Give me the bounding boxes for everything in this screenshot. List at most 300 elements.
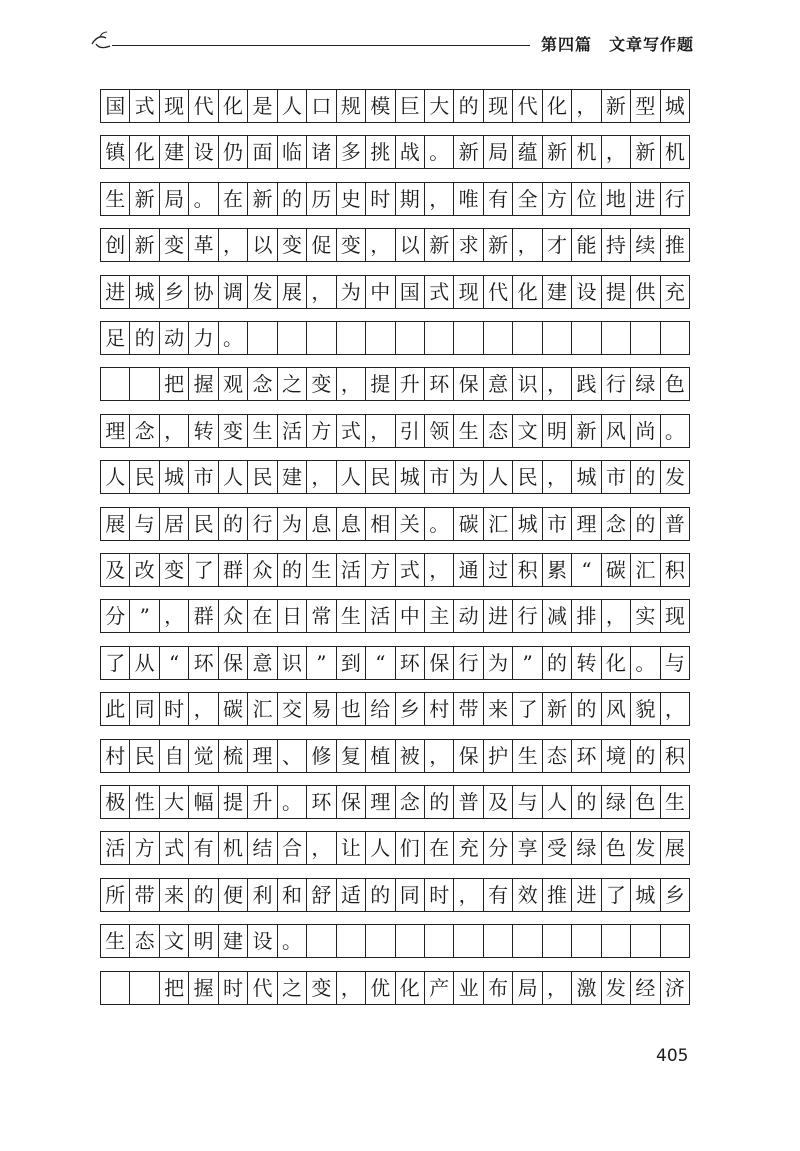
- grid-cell: 变: [160, 554, 189, 586]
- grid-cell: 型: [631, 90, 660, 122]
- grid-cell: 汇: [631, 554, 660, 586]
- grid-cell: ，: [543, 461, 572, 493]
- grid-cell: 汇: [484, 508, 513, 540]
- grid-cell: 持: [602, 229, 631, 261]
- grid-cell: 。: [219, 322, 248, 354]
- leaf-ornament-icon: [88, 28, 116, 56]
- grid-cell: 活: [101, 832, 130, 864]
- grid-cell: 才: [543, 229, 572, 261]
- grid-cell: 的: [543, 647, 572, 679]
- grid-cell: 人: [337, 461, 366, 493]
- grid-cell: 新: [631, 136, 660, 168]
- grid-cell: 挑: [366, 136, 395, 168]
- grid-cell: [366, 925, 395, 957]
- grid-cell: [307, 322, 336, 354]
- grid-cell: 了: [189, 554, 218, 586]
- essay-row: [100, 971, 690, 1005]
- grid-cell: 从: [130, 647, 159, 679]
- grid-cell: 群: [189, 600, 218, 632]
- grid-cell: 城: [631, 879, 660, 911]
- grid-cell: [572, 925, 601, 957]
- essay-row: [100, 599, 690, 633]
- grid-cell: 现: [160, 90, 189, 122]
- grid-cell: 城: [572, 461, 601, 493]
- grid-cell: 排: [572, 600, 601, 632]
- grid-cell: ，: [307, 832, 336, 864]
- grid-cell: 是: [248, 90, 277, 122]
- grid-cell: 民: [189, 508, 218, 540]
- grid-cell: 引: [396, 415, 425, 447]
- grid-cell: 人: [366, 832, 395, 864]
- grid-cell: 民: [366, 461, 395, 493]
- grid-cell: 在: [425, 832, 454, 864]
- grid-cell: 让: [337, 832, 366, 864]
- grid-cell: 护: [484, 740, 513, 772]
- grid-cell: [130, 972, 159, 1004]
- grid-cell: [337, 925, 366, 957]
- grid-cell: 期: [396, 183, 425, 215]
- grid-cell: 性: [130, 786, 159, 818]
- grid-cell: 有: [484, 879, 513, 911]
- grid-cell: 以: [396, 229, 425, 261]
- grid-cell: ，: [160, 600, 189, 632]
- grid-cell: 人: [101, 461, 130, 493]
- grid-cell: 利: [248, 879, 277, 911]
- grid-cell: 极: [101, 786, 130, 818]
- grid-cell: 的: [278, 183, 307, 215]
- grid-cell: 大: [425, 90, 454, 122]
- grid-cell: 行: [661, 183, 690, 215]
- grid-cell: 观: [219, 368, 248, 400]
- grid-cell: 合: [278, 832, 307, 864]
- grid-cell: 也: [337, 693, 366, 725]
- grid-cell: 受: [543, 832, 572, 864]
- grid-cell: 把: [160, 972, 189, 1004]
- grid-cell: “: [366, 647, 395, 679]
- grid-cell: 碳: [219, 693, 248, 725]
- grid-cell: 积: [661, 740, 690, 772]
- grid-cell: 现: [484, 90, 513, 122]
- essay-row: [100, 182, 690, 216]
- grid-cell: 文: [160, 925, 189, 957]
- grid-cell: 的: [631, 508, 660, 540]
- grid-cell: 新: [130, 183, 159, 215]
- grid-cell: 口: [307, 90, 336, 122]
- grid-cell: 保: [425, 647, 454, 679]
- grid-cell: ，: [602, 136, 631, 168]
- grid-cell: 变: [307, 368, 336, 400]
- grid-cell: [278, 322, 307, 354]
- grid-cell: 的: [572, 693, 601, 725]
- grid-cell: 设: [189, 136, 218, 168]
- essay-row: [100, 414, 690, 448]
- grid-cell: 环: [396, 647, 425, 679]
- grid-cell: 生: [248, 415, 277, 447]
- grid-cell: 仍: [219, 136, 248, 168]
- grid-cell: 握: [189, 972, 218, 1004]
- grid-cell: 推: [543, 879, 572, 911]
- grid-cell: 式: [130, 90, 159, 122]
- grid-cell: 革: [189, 229, 218, 261]
- grid-cell: 及: [101, 554, 130, 586]
- grid-cell: 式: [396, 554, 425, 586]
- grid-cell: 觉: [189, 740, 218, 772]
- grid-cell: 、: [278, 740, 307, 772]
- grid-cell: 人: [484, 461, 513, 493]
- grid-cell: 的: [189, 879, 218, 911]
- grid-cell: 机: [572, 136, 601, 168]
- essay-grid: [100, 89, 690, 1017]
- grid-cell: 方: [543, 183, 572, 215]
- grid-cell: 提: [366, 368, 395, 400]
- grid-cell: 新: [543, 693, 572, 725]
- grid-cell: 的: [278, 554, 307, 586]
- grid-cell: 城: [130, 276, 159, 308]
- grid-cell: [543, 925, 572, 957]
- grid-cell: 绿: [572, 832, 601, 864]
- grid-cell: 幅: [189, 786, 218, 818]
- grid-cell: 变: [160, 229, 189, 261]
- grid-cell: 方: [130, 832, 159, 864]
- grid-cell: 为: [454, 461, 483, 493]
- grid-cell: 与: [661, 647, 690, 679]
- grid-cell: 保: [219, 647, 248, 679]
- grid-cell: ，: [219, 229, 248, 261]
- grid-cell: 在: [248, 600, 277, 632]
- grid-cell: 相: [366, 508, 395, 540]
- grid-cell: ，: [513, 229, 542, 261]
- grid-cell: 通: [454, 554, 483, 586]
- grid-cell: 。: [425, 508, 454, 540]
- grid-cell: [513, 322, 542, 354]
- grid-cell: 活: [366, 600, 395, 632]
- grid-cell: 局: [160, 183, 189, 215]
- grid-cell: 转: [572, 647, 601, 679]
- grid-cell: 生: [101, 183, 130, 215]
- grid-cell: 代: [484, 276, 513, 308]
- grid-cell: 在: [219, 183, 248, 215]
- grid-cell: 乡: [160, 276, 189, 308]
- grid-cell: 念: [602, 508, 631, 540]
- grid-cell: 之: [278, 368, 307, 400]
- grid-cell: 转: [189, 415, 218, 447]
- grid-cell: 到: [337, 647, 366, 679]
- grid-cell: 市: [602, 461, 631, 493]
- grid-cell: 念: [248, 368, 277, 400]
- essay-row: [100, 228, 690, 262]
- grid-cell: 面: [248, 136, 277, 168]
- essay-row: [100, 831, 690, 865]
- grid-cell: 动: [160, 322, 189, 354]
- grid-cell: 力: [189, 322, 218, 354]
- grid-cell: 人: [219, 461, 248, 493]
- grid-cell: 为: [484, 647, 513, 679]
- grid-cell: 的: [454, 90, 483, 122]
- grid-cell: 展: [101, 508, 130, 540]
- grid-cell: 的: [366, 879, 395, 911]
- grid-cell: 理: [101, 415, 130, 447]
- grid-cell: ，: [425, 183, 454, 215]
- grid-cell: 色: [661, 368, 690, 400]
- grid-cell: 时: [425, 879, 454, 911]
- grid-cell: 供: [631, 276, 660, 308]
- grid-cell: 积: [661, 554, 690, 586]
- grid-cell: 。: [278, 786, 307, 818]
- grid-cell: 代: [248, 972, 277, 1004]
- grid-cell: 生: [337, 600, 366, 632]
- grid-cell: 地: [602, 183, 631, 215]
- grid-cell: 识: [278, 647, 307, 679]
- grid-cell: 进: [572, 879, 601, 911]
- grid-cell: 唯: [454, 183, 483, 215]
- grid-cell: 效: [513, 879, 542, 911]
- grid-cell: 关: [396, 508, 425, 540]
- grid-cell: 与: [130, 508, 159, 540]
- grid-cell: 境: [602, 740, 631, 772]
- grid-cell: 。: [631, 647, 660, 679]
- grid-cell: 息: [337, 508, 366, 540]
- grid-cell: 变: [278, 229, 307, 261]
- grid-cell: 时: [160, 693, 189, 725]
- grid-cell: 貌: [631, 693, 660, 725]
- grid-cell: 的: [219, 508, 248, 540]
- grid-cell: 设: [248, 925, 277, 957]
- grid-cell: [454, 925, 483, 957]
- grid-cell: 发: [661, 461, 690, 493]
- grid-cell: 与: [513, 786, 542, 818]
- grid-cell: 巨: [396, 90, 425, 122]
- grid-cell: ，: [543, 368, 572, 400]
- grid-cell: 碳: [454, 508, 483, 540]
- grid-cell: 大: [160, 786, 189, 818]
- essay-row: [100, 692, 690, 726]
- grid-cell: 进: [631, 183, 660, 215]
- grid-cell: 。: [278, 925, 307, 957]
- grid-cell: 式: [425, 276, 454, 308]
- essay-row: [100, 89, 690, 123]
- grid-cell: 式: [337, 415, 366, 447]
- grid-cell: 机: [661, 136, 690, 168]
- grid-cell: 模: [366, 90, 395, 122]
- grid-cell: 态: [543, 740, 572, 772]
- grid-cell: 充: [454, 832, 483, 864]
- grid-cell: 理: [572, 508, 601, 540]
- grid-cell: 位: [572, 183, 601, 215]
- grid-cell: 新: [248, 183, 277, 215]
- grid-cell: 积: [513, 554, 542, 586]
- grid-cell: [101, 972, 130, 1004]
- grid-cell: 代: [513, 90, 542, 122]
- grid-cell: 方: [366, 554, 395, 586]
- grid-cell: ，: [572, 90, 601, 122]
- grid-cell: 调: [219, 276, 248, 308]
- grid-cell: 同: [130, 693, 159, 725]
- grid-cell: 国: [396, 276, 425, 308]
- grid-cell: 能: [572, 229, 601, 261]
- grid-cell: 分: [101, 600, 130, 632]
- grid-cell: 易: [307, 693, 336, 725]
- grid-cell: 的: [130, 322, 159, 354]
- grid-cell: 环: [425, 368, 454, 400]
- grid-cell: 践: [572, 368, 601, 400]
- grid-cell: 此: [101, 693, 130, 725]
- grid-cell: 活: [337, 554, 366, 586]
- grid-cell: 念: [130, 415, 159, 447]
- grid-cell: 方: [307, 415, 336, 447]
- grid-cell: 发: [631, 832, 660, 864]
- grid-cell: 新: [425, 229, 454, 261]
- essay-row: [100, 367, 690, 401]
- grid-cell: 现: [454, 276, 483, 308]
- grid-cell: 诸: [307, 136, 336, 168]
- grid-cell: [396, 925, 425, 957]
- grid-cell: 来: [484, 693, 513, 725]
- essay-row: [100, 321, 690, 355]
- grid-cell: 人: [543, 786, 572, 818]
- grid-cell: 。: [661, 415, 690, 447]
- grid-cell: 新: [572, 415, 601, 447]
- grid-cell: [366, 322, 395, 354]
- grid-cell: 普: [454, 786, 483, 818]
- grid-cell: 风: [602, 415, 631, 447]
- grid-cell: 全: [513, 183, 542, 215]
- grid-cell: 有: [189, 832, 218, 864]
- grid-cell: 色: [631, 786, 660, 818]
- grid-cell: 布: [484, 972, 513, 1004]
- header-rule: [112, 45, 530, 46]
- grid-cell: [543, 322, 572, 354]
- grid-cell: 协: [189, 276, 218, 308]
- grid-cell: ，: [602, 600, 631, 632]
- grid-cell: 国: [101, 90, 130, 122]
- grid-cell: 普: [661, 508, 690, 540]
- grid-cell: 群: [219, 554, 248, 586]
- grid-cell: 分: [484, 832, 513, 864]
- grid-cell: 常: [307, 600, 336, 632]
- grid-cell: [631, 925, 660, 957]
- grid-cell: 梳: [219, 740, 248, 772]
- grid-cell: ，: [366, 415, 395, 447]
- grid-cell: 时: [366, 183, 395, 215]
- grid-cell: 文: [513, 415, 542, 447]
- grid-cell: 现: [661, 600, 690, 632]
- grid-cell: 人: [278, 90, 307, 122]
- grid-cell: 握: [189, 368, 218, 400]
- grid-cell: 适: [337, 879, 366, 911]
- grid-cell: 民: [248, 461, 277, 493]
- grid-cell: [661, 322, 690, 354]
- grid-cell: 规: [337, 90, 366, 122]
- grid-cell: 为: [337, 276, 366, 308]
- grid-cell: ，: [543, 972, 572, 1004]
- grid-cell: 为: [278, 508, 307, 540]
- grid-cell: 被: [396, 740, 425, 772]
- grid-cell: 市: [189, 461, 218, 493]
- grid-cell: 的: [425, 786, 454, 818]
- grid-cell: 城: [396, 461, 425, 493]
- grid-cell: 生: [513, 740, 542, 772]
- grid-cell: [101, 368, 130, 400]
- grid-cell: 带: [454, 693, 483, 725]
- grid-cell: 建: [160, 136, 189, 168]
- grid-cell: 激: [572, 972, 601, 1004]
- grid-cell: 化: [396, 972, 425, 1004]
- essay-row: [100, 785, 690, 819]
- grid-cell: 之: [278, 972, 307, 1004]
- grid-cell: 复: [337, 740, 366, 772]
- grid-cell: 植: [366, 740, 395, 772]
- grid-cell: 升: [248, 786, 277, 818]
- grid-cell: 市: [543, 508, 572, 540]
- grid-cell: [425, 925, 454, 957]
- grid-cell: 。: [189, 183, 218, 215]
- grid-cell: 汇: [248, 693, 277, 725]
- grid-cell: 民: [130, 461, 159, 493]
- grid-cell: 行: [602, 368, 631, 400]
- grid-cell: ，: [366, 229, 395, 261]
- grid-cell: 理: [366, 786, 395, 818]
- grid-cell: 时: [219, 972, 248, 1004]
- grid-cell: 中: [366, 276, 395, 308]
- grid-cell: [602, 322, 631, 354]
- grid-cell: 充: [661, 276, 690, 308]
- grid-cell: ，: [307, 276, 336, 308]
- grid-cell: 自: [160, 740, 189, 772]
- grid-cell: 环: [189, 647, 218, 679]
- grid-cell: [425, 322, 454, 354]
- grid-cell: 生: [307, 554, 336, 586]
- essay-row: [100, 135, 690, 169]
- grid-cell: 化: [602, 647, 631, 679]
- grid-cell: 村: [101, 740, 130, 772]
- grid-cell: [337, 322, 366, 354]
- grid-cell: 推: [661, 229, 690, 261]
- grid-cell: 建: [543, 276, 572, 308]
- grid-cell: 历: [307, 183, 336, 215]
- grid-cell: 乡: [396, 693, 425, 725]
- grid-cell: 了: [513, 693, 542, 725]
- grid-cell: 动: [454, 600, 483, 632]
- grid-cell: 局: [513, 972, 542, 1004]
- grid-cell: 蕴: [513, 136, 542, 168]
- grid-cell: 修: [307, 740, 336, 772]
- grid-cell: 了: [602, 879, 631, 911]
- grid-cell: [307, 925, 336, 957]
- grid-cell: 理: [248, 740, 277, 772]
- essay-row: [100, 460, 690, 494]
- grid-cell: 发: [248, 276, 277, 308]
- grid-cell: 改: [130, 554, 159, 586]
- grid-cell: 念: [396, 786, 425, 818]
- grid-cell: “: [572, 554, 601, 586]
- essay-row: [100, 646, 690, 680]
- grid-cell: [248, 322, 277, 354]
- grid-cell: [513, 925, 542, 957]
- grid-cell: ，: [661, 693, 690, 725]
- grid-cell: [484, 322, 513, 354]
- grid-cell: 把: [160, 368, 189, 400]
- grid-cell: 意: [248, 647, 277, 679]
- grid-cell: ，: [425, 554, 454, 586]
- grid-cell: 业: [454, 972, 483, 1004]
- grid-cell: 民: [130, 740, 159, 772]
- grid-cell: 减: [543, 600, 572, 632]
- grid-cell: 升: [396, 368, 425, 400]
- grid-cell: [602, 925, 631, 957]
- grid-cell: 生: [661, 786, 690, 818]
- grid-cell: 交: [278, 693, 307, 725]
- grid-cell: 明: [543, 415, 572, 447]
